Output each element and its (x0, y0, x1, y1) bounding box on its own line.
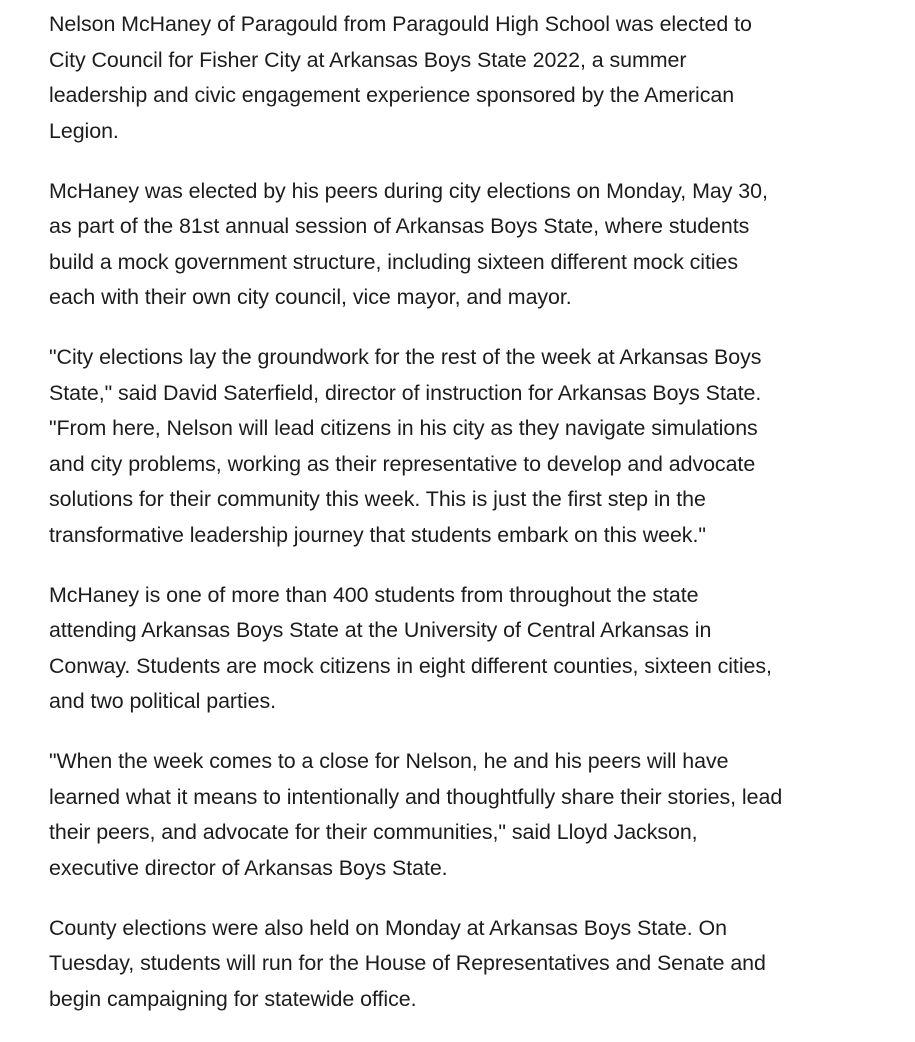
paragraph-line: State," said David Saterfield, director of instruction for Arkansas Boys State. (49, 380, 762, 405)
paragraph-saterfield-quote (49, 340, 879, 553)
paragraph-county-elections (49, 911, 879, 1018)
paragraph-line: McHaney was elected by his peers during city elections on Monday, May 30, (49, 178, 768, 203)
paragraph-line: solutions for their community this week. This is just the first step in the (49, 487, 706, 511)
paragraph-line: Tuesday, students will run for the House of Representatives and Senate and (49, 951, 766, 975)
paragraph-line: McHaney is one of more than 400 students from throughout the state (49, 582, 699, 607)
paragraph-line: learned what it means to intentionally and thoughtfully share their stories, lead (49, 784, 783, 809)
paragraph-line: leadership and civic engagement experience sponsored by the American (49, 83, 735, 107)
paragraph-line: each with their own city council, vice mayor, and mayor. (49, 285, 572, 309)
paragraph-line: transformative leadership journey that students embark on this week." (49, 522, 706, 547)
paragraph-line: City Council for Fisher City at Arkansas Boys State 2022, a summer (49, 47, 687, 72)
paragraph-line: executive director of Arkansas Boys State. (49, 855, 448, 880)
paragraph-attendance (49, 578, 879, 720)
article-body (49, 7, 879, 1042)
paragraph-city-elections (49, 174, 879, 316)
paragraph-line: County elections were also held on Monday at Arkansas Boys State. On (49, 915, 727, 940)
paragraph-line: Legion. (49, 118, 119, 143)
paragraph-election-announcement (49, 7, 879, 149)
paragraph-line: "City elections lay the groundwork for the rest of the week at Arkansas Boys (49, 345, 762, 369)
paragraph-line: Conway. Students are mock citizens in eight different counties, sixteen cities, (49, 653, 772, 678)
paragraph-line: attending Arkansas Boys State at the University of Central Arkansas in (49, 618, 712, 642)
paragraph-line: begin campaigning for statewide office. (49, 986, 417, 1011)
paragraph-line: as part of the 81st annual session of Arkansas Boys State, where students (49, 214, 750, 238)
paragraph-line: Nelson McHaney of Paragould from Paragould High School was elected to (49, 12, 752, 36)
paragraph-line: build a mock government structure, including sixteen different mock cities (49, 249, 739, 274)
paragraph-line: their peers, and advocate for their communities," said Lloyd Jackson, (49, 820, 698, 844)
paragraph-line: and two political parties. (49, 689, 276, 713)
paragraph-jackson-quote (49, 744, 879, 886)
paragraph-line: and city problems, working as their representative to develop and advocate (49, 451, 756, 476)
paragraph-line: "When the week comes to a close for Nelson, he and his peers will have (49, 749, 729, 773)
paragraph-line: "From here, Nelson will lead citizens in his city as they navigate simulations (49, 416, 758, 440)
